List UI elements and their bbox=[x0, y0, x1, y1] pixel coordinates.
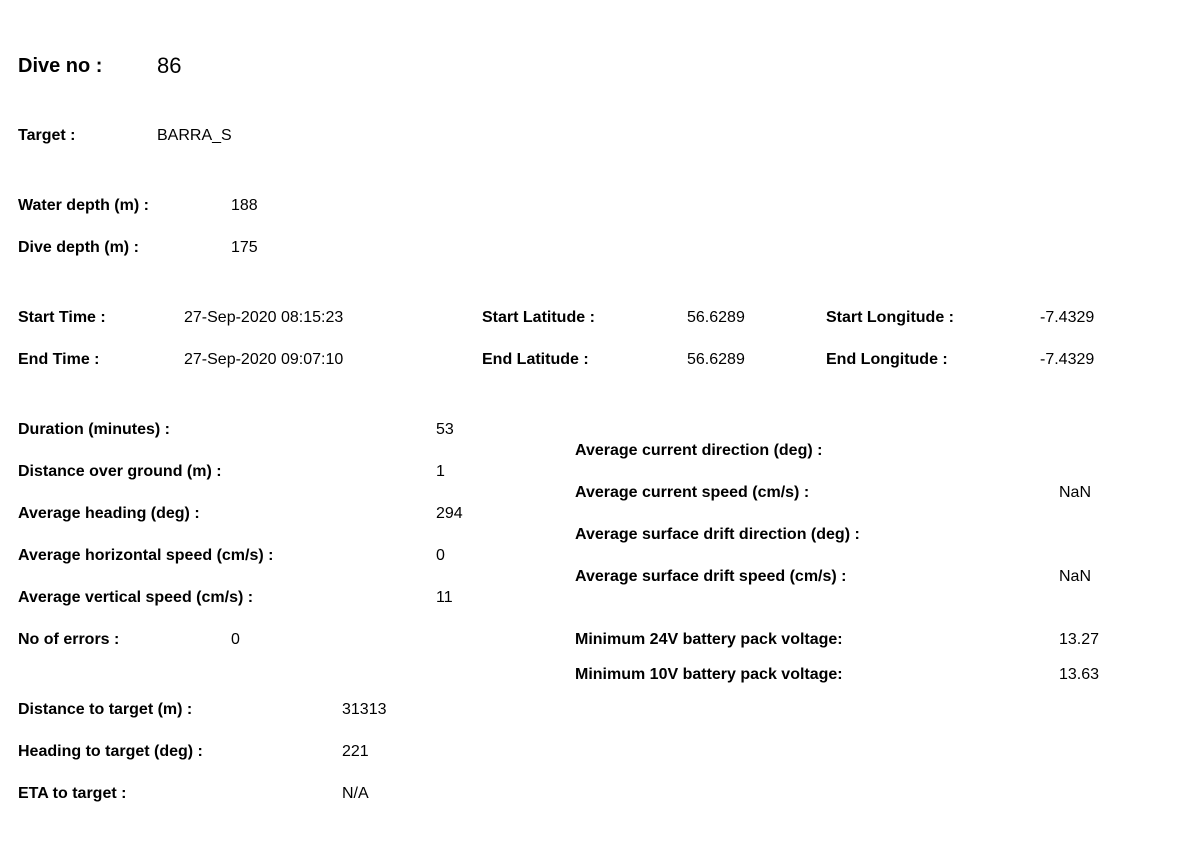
min-10v-battery-value: 13.63 bbox=[1059, 666, 1100, 683]
avg-vertical-speed-value: 11 bbox=[436, 589, 453, 606]
start-latitude-label: Start Latitude : bbox=[482, 309, 595, 326]
start-longitude-value: -7.4329 bbox=[1040, 309, 1095, 326]
avg-surface-drift-direction-label: Average surface drift direction (deg) : bbox=[575, 526, 860, 543]
min-24v-battery-value: 13.27 bbox=[1059, 631, 1100, 648]
avg-horizontal-speed-value: 0 bbox=[436, 547, 445, 564]
no-of-errors-label: No of errors : bbox=[18, 631, 120, 648]
avg-current-direction-label: Average current direction (deg) : bbox=[575, 442, 823, 459]
water-depth-label: Water depth (m) : bbox=[18, 197, 149, 214]
duration-value: 53 bbox=[436, 421, 454, 438]
min-10v-battery-label: Minimum 10V battery pack voltage: bbox=[575, 666, 843, 683]
end-latitude-value: 56.6289 bbox=[687, 351, 745, 368]
distance-over-ground-value: 1 bbox=[436, 463, 445, 480]
water-depth-value: 188 bbox=[231, 197, 258, 214]
avg-surface-drift-speed-value: NaN bbox=[1059, 568, 1092, 585]
eta-to-target-value: N/A bbox=[342, 785, 369, 802]
avg-heading-label: Average heading (deg) : bbox=[18, 505, 200, 522]
avg-heading-value: 294 bbox=[436, 505, 463, 522]
dive-depth-label: Dive depth (m) : bbox=[18, 239, 139, 256]
distance-over-ground-label: Distance over ground (m) : bbox=[18, 463, 222, 480]
heading-to-target-value: 221 bbox=[342, 743, 369, 760]
target-value: BARRA_S bbox=[157, 127, 232, 144]
start-latitude-value: 56.6289 bbox=[687, 309, 745, 326]
end-longitude-value: -7.4329 bbox=[1040, 351, 1095, 368]
distance-to-target-value: 31313 bbox=[342, 701, 387, 718]
min-24v-battery-label: Minimum 24V battery pack voltage: bbox=[575, 631, 843, 648]
avg-horizontal-speed-label: Average horizontal speed (cm/s) : bbox=[18, 547, 274, 564]
end-time-label: End Time : bbox=[18, 351, 100, 368]
avg-current-speed-label: Average current speed (cm/s) : bbox=[575, 484, 810, 501]
end-longitude-label: End Longitude : bbox=[826, 351, 948, 368]
dive-depth-value: 175 bbox=[231, 239, 258, 256]
start-time-value: 27-Sep-2020 08:15:23 bbox=[184, 309, 344, 326]
eta-to-target-label: ETA to target : bbox=[18, 785, 127, 802]
distance-to-target-label: Distance to target (m) : bbox=[18, 701, 193, 718]
target-label: Target : bbox=[18, 127, 76, 144]
dive-no-value: 86 bbox=[157, 53, 182, 78]
duration-label: Duration (minutes) : bbox=[18, 421, 170, 438]
heading-to-target-label: Heading to target (deg) : bbox=[18, 743, 203, 760]
avg-surface-drift-speed-label: Average surface drift speed (cm/s) : bbox=[575, 568, 847, 585]
dive-no-label: Dive no : bbox=[18, 55, 103, 77]
avg-current-speed-value: NaN bbox=[1059, 484, 1092, 501]
end-latitude-label: End Latitude : bbox=[482, 351, 589, 368]
start-time-label: Start Time : bbox=[18, 309, 106, 326]
start-longitude-label: Start Longitude : bbox=[826, 309, 954, 326]
end-time-value: 27-Sep-2020 09:07:10 bbox=[184, 351, 344, 368]
no-of-errors-value: 0 bbox=[231, 631, 240, 648]
avg-vertical-speed-label: Average vertical speed (cm/s) : bbox=[18, 589, 254, 606]
